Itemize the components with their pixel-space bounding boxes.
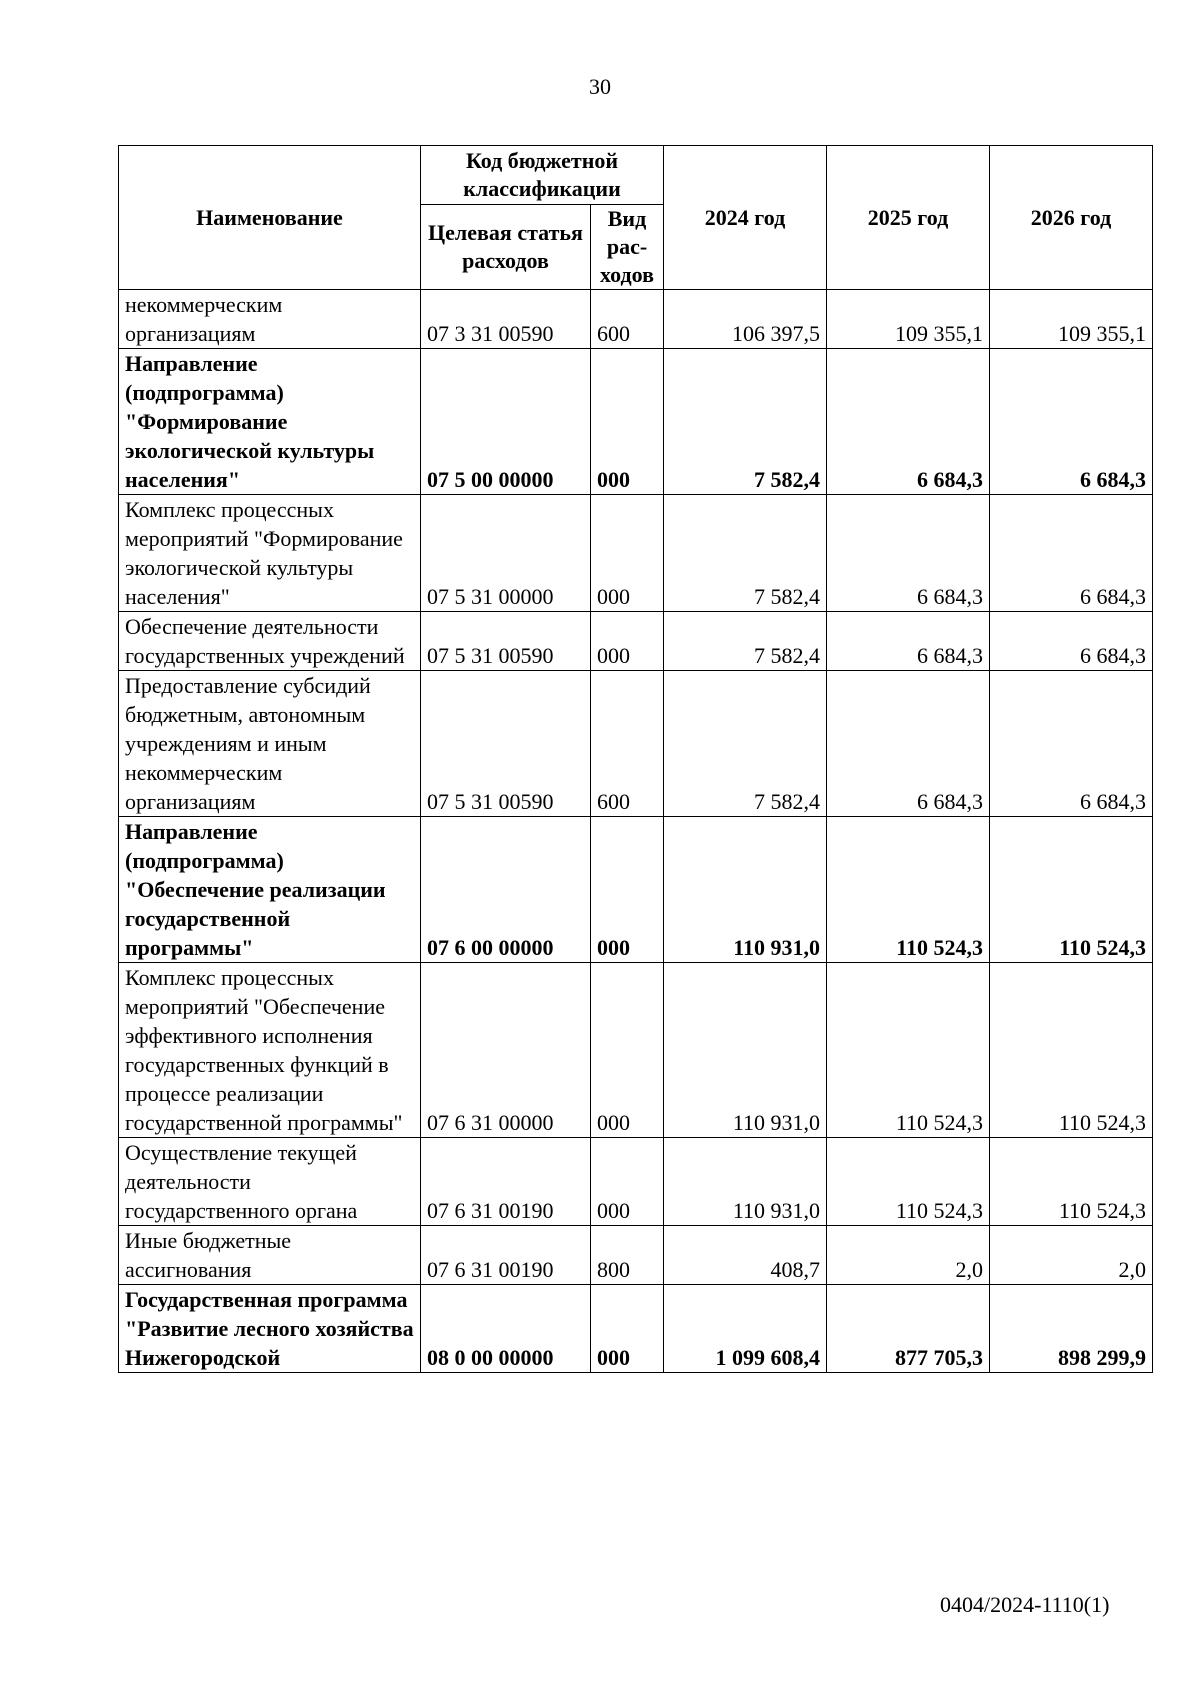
row-target-article: 07 6 31 00190 [421,1226,591,1285]
table-row [119,1285,1153,1373]
header-expense-type: Вид рас-ходов [591,205,664,290]
row-expense-type: 000 [591,1138,664,1226]
row-name: Государственная программа "Развитие лесного хозяйства Нижегородской [119,1285,421,1373]
row-target-article: 07 5 31 00000 [421,495,591,612]
row-name: некоммерческим организациям [119,290,421,349]
row-name: Иные бюджетные ассигнования [119,1226,421,1285]
row-expense-type: 000 [591,495,664,612]
page-number: 30 [589,74,611,99]
header-year-2025: 2025 год [827,146,990,290]
row-value-2025: 6 684,3 [827,349,990,495]
row-name: Предоставление субсидий бюджетным, автономным учреждениям и иным некоммерческим организациям [119,671,421,817]
budget-table [118,145,1153,1373]
row-expense-type: 000 [591,612,664,671]
row-value-2026: 2,0 [990,1226,1153,1285]
table-row [119,817,1153,963]
row-target-article: 07 5 31 00590 [421,612,591,671]
row-value-2024: 1 099 608,4 [664,1285,827,1373]
row-value-2025: 877 705,3 [827,1285,990,1373]
table-row [119,963,1153,1138]
header-year-2026: 2026 год [990,146,1153,290]
row-value-2026: 6 684,3 [990,612,1153,671]
row-target-article: 07 6 00 00000 [421,817,591,963]
header-budget-code: Код бюджетной классификации [421,146,664,205]
row-value-2025: 110 524,3 [827,963,990,1138]
row-value-2026: 109 355,1 [990,290,1153,349]
row-value-2026: 110 524,3 [990,817,1153,963]
row-value-2026: 898 299,9 [990,1285,1153,1373]
table-row [119,1226,1153,1285]
table-row [119,612,1153,671]
row-name: Осуществление текущей деятельности государственного органа [119,1138,421,1226]
table-body [119,290,1153,1373]
row-value-2024: 7 582,4 [664,349,827,495]
header-year-2024: 2024 год [664,146,827,290]
row-value-2026: 110 524,3 [990,963,1153,1138]
row-name: Обеспечение деятельности государственных учреждений [119,612,421,671]
row-value-2024: 110 931,0 [664,963,827,1138]
row-value-2024: 7 582,4 [664,612,827,671]
row-expense-type: 000 [591,817,664,963]
row-value-2024: 110 931,0 [664,817,827,963]
row-value-2024: 7 582,4 [664,495,827,612]
row-target-article: 07 6 31 00000 [421,963,591,1138]
row-expense-type: 000 [591,349,664,495]
row-value-2024: 7 582,4 [664,671,827,817]
header-name: Наименование [119,146,421,290]
table-row [119,290,1153,349]
row-target-article: 08 0 00 00000 [421,1285,591,1373]
row-expense-type: 600 [591,290,664,349]
row-value-2025: 6 684,3 [827,495,990,612]
row-value-2026: 6 684,3 [990,671,1153,817]
row-value-2025: 6 684,3 [827,671,990,817]
row-target-article: 07 6 31 00190 [421,1138,591,1226]
row-expense-type: 000 [591,1285,664,1373]
row-expense-type: 800 [591,1226,664,1285]
row-value-2026: 6 684,3 [990,349,1153,495]
row-value-2024: 408,7 [664,1226,827,1285]
row-value-2026: 6 684,3 [990,495,1153,612]
row-expense-type: 000 [591,963,664,1138]
row-value-2025: 2,0 [827,1226,990,1285]
row-value-2024: 110 931,0 [664,1138,827,1226]
table-row [119,349,1153,495]
row-value-2025: 110 524,3 [827,1138,990,1226]
row-value-2024: 106 397,5 [664,290,827,349]
table-row [119,1138,1153,1226]
row-name: Комплекс процессных мероприятий "Формирование экологической культуры населения" [119,495,421,612]
row-value-2025: 109 355,1 [827,290,990,349]
row-expense-type: 600 [591,671,664,817]
row-name: Направление (подпрограмма) "Обеспечение реализации государственной программы" [119,817,421,963]
table-row [119,671,1153,817]
document-code: 0404/2024-1110(1) [940,1592,1110,1617]
row-target-article: 07 5 31 00590 [421,671,591,817]
header-target-article: Целевая статья расходов [421,205,591,290]
row-name: Направление (подпрограмма) "Формирование экологической культуры населения" [119,349,421,495]
row-value-2025: 110 524,3 [827,817,990,963]
table-header [119,146,1153,290]
row-value-2025: 6 684,3 [827,612,990,671]
row-value-2026: 110 524,3 [990,1138,1153,1226]
row-name: Комплекс процессных мероприятий "Обеспечение эффективного исполнения государственных функций в процессе реализации государственной программы" [119,963,421,1138]
table-row [119,495,1153,612]
row-target-article: 07 3 31 00590 [421,290,591,349]
row-target-article: 07 5 00 00000 [421,349,591,495]
